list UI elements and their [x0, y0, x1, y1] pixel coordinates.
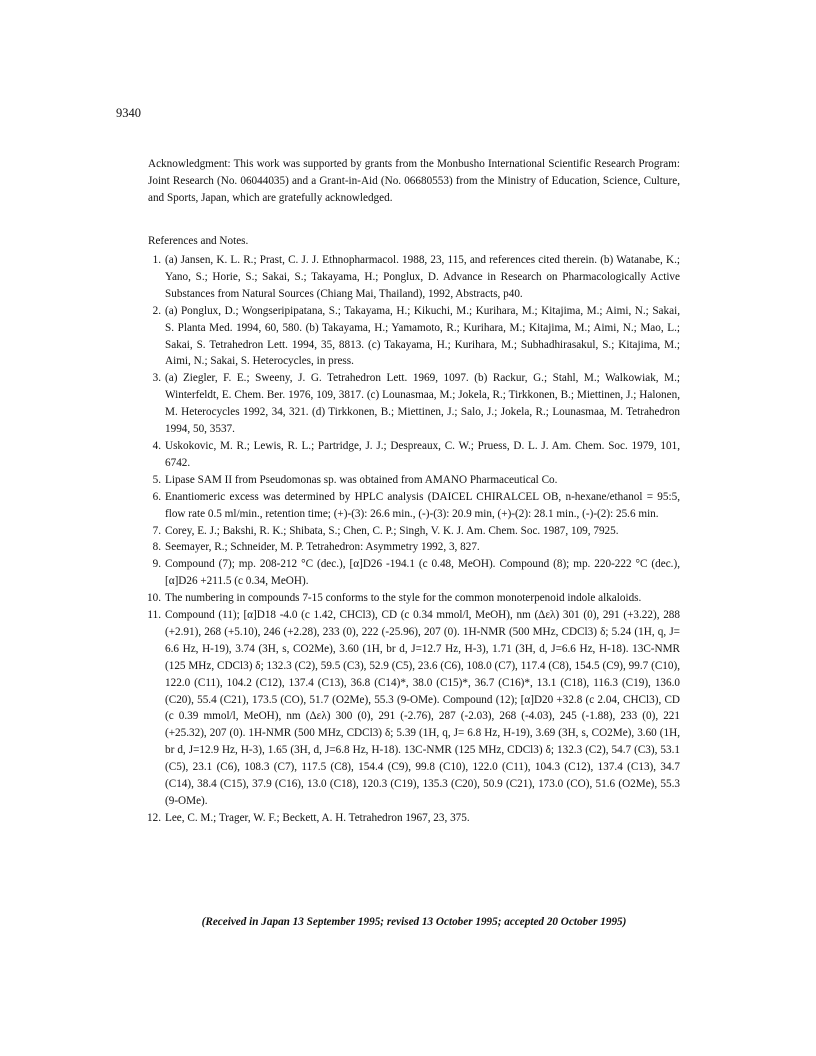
reference-text: The numbering in compounds 7-15 conforms to the style for the common monoterpenoid indole alkaloids. [165, 592, 642, 605]
reference-item [148, 252, 680, 303]
reference-text: Lipase SAM II from Pseudomonas sp. was obtained from AMANO Pharmaceutical Co. [165, 473, 558, 486]
reference-number: 3. [152, 372, 161, 385]
reference-item [148, 810, 680, 827]
reference-text: Compound (7); mp. 208-212 °C (dec.), [α]D26 -194.1 (c 0.48, MeOH). Compound (8); mp. 220-222 °C (dec.), [α]D26 +211.5 (c 0.34, MeOH). [165, 558, 680, 588]
reference-number: 10. [147, 592, 161, 605]
reference-number: 9. [152, 558, 161, 571]
reference-item [148, 607, 680, 810]
references-heading: References and Notes. [148, 235, 249, 247]
reference-text: Lee, C. M.; Trager, W. F.; Beckett, A. H. Tetrahedron 1967, 23, 375. [165, 811, 470, 824]
reference-text: Uskokovic, M. R.; Lewis, R. L.; Partridge, J. J.; Despreaux, C. W.; Pruess, D. L. J. Am. Chem. Soc. 1979, 101, 6742. [165, 439, 680, 469]
reference-item [148, 489, 680, 523]
reference-number: 12. [147, 811, 161, 824]
reference-text: (a) Ponglux, D.; Wongseripipatana, S.; Takayama, H.; Kikuchi, M.; Kurihara, M.; Kitajima, M.; Aimi, N.; Sakai, S. Planta Med. 1994, 60, 580. (b) Takayama, H.; Yamamoto, R.; Kurihara, M.; Kitajima, M.; Aimi, N.; Mao, L.; Sakai, S. Tetrahedron Lett. 1994, 35, 8813. (c) Takayama, H.; Kurihara, M.; Subhadhirasakul, S.; Kitajima, M.; Aimi, N.; Sakai, S. Heterocycles, in press. [165, 304, 680, 368]
reference-item [148, 539, 680, 556]
reference-number: 1. [152, 254, 161, 266]
reference-item [148, 590, 680, 607]
reference-item [148, 370, 680, 438]
reference-text: Enantiomeric excess was determined by HPLC analysis (DAICEL CHIRALCEL OB, n-hexane/ethanol = 95:5, flow rate 0.5 ml/min., retention time; (+)-(3): 26.6 min., (-)-(3): 20.9 min, (+)-(2): 28.1 min., (-)-(2): 25.6 min. [165, 490, 680, 520]
acknowledgment: Acknowledgment: This work was supported by grants from the Monbusho International Scientific Research Program: Joint Research (No. 06044035) and a Grant-in-Aid (No. 06680553) from the Ministry of Education, Science, Culture, and Sports, Japan, which are gratefully acknowledged. [148, 158, 680, 204]
reference-text: Compound (11); [α]D18 -4.0 (c 1.42, CHCl3), CD (c 0.34 mmol/l, MeOH), nm (Δελ) 301 (0), 291 (+3.22), 288 (+2.91), 268 (+5.10), 246 (+2.28), 233 (0), 222 (-25.96), 207 (0). 1H-NMR (500 MHz, CDCl3) δ; 5.24 (1H, q, J= 6.6 Hz, H-19), 3.74 (3H, s, CO2Me), 3.60 (1H, br d, J=12.7 Hz, H-3), 1.71 (3H, d, J=6.6 Hz, H-18). 13C-NMR (125 MHz, CDCl3) δ; 132.3 (C2), 59.5 (C3), 52.9 (C5), 23.6 (C6), 108.0 (C7), 117.4 (C8), 154.5 (C9), 99.7 (C10), 122.0 (C11), 104.2 (C12), 137.4 (C13), 36.8 (C14)*, 38.0 (C15)*, 36.7 (C16)*, 13.1 (C18), 116.3 (C19), 136.0 (C20), 55.4 (C21), 173.5 (CO), 51.7 (O2Me), 55.3 (9-OMe). Compound (12); [α]D20 +32.8 (c 2.04, CHCl3), CD (c 0.39 mmol/l, MeOH), nm (Δελ) 300 (0), 291 (-2.76), 287 (-2.03), 268 (-4.03), 245 (-1.88), 233 (0), 221 (+25.32), 207 (0). 1H-NMR (500 MHz, CDCl3) δ; 5.39 (1H, q, J= 6.8 Hz, H-19), 3.69 (3H, s, CO2Me), 3.60 (1H, br d, J=12.9 Hz, H-3), 1.65 (3H, d, J=6.8 Hz, H-18). 13C-NMR (125 MHz, CDCl3) δ; 132.3 (C2), 54.7 (C3), 53.1 (C5), 23.1 (C6), 108.3 (C7), 117.5 (C8), 154.4 (C9), 99.8 (C10), 122.0 (C11), 104.3 (C12), 137.4 (C13), 34.7 (C14), 38.4 (C15), 37.9 (C16), 13.0 (C18), 120.3 (C19), 135.3 (C20), 50.9 (C21), 173.0 (CO), 51.6 (O2Me), 55.3 (9-OMe). [165, 609, 680, 807]
references-list [148, 252, 680, 827]
reference-number: 2. [152, 304, 161, 317]
reference-number: 5. [152, 473, 161, 486]
received-note: (Received in Japan 13 September 1995; revised 13 October 1995; accepted 20 October 1995) [201, 916, 627, 928]
reference-item [148, 438, 680, 472]
reference-text: Seemayer, R.; Schneider, M. P. Tetrahedron: Asymmetry 1992, 3, 827. [165, 541, 480, 554]
reference-number: 11. [147, 609, 161, 622]
reference-text: (a) Ziegler, F. E.; Sweeny, J. G. Tetrahedron Lett. 1969, 1097. (b) Rackur, G.; Stahl, M.; Walkowiak, M.; Winterfeldt, E. Chem. Ber. 1976, 109, 3817. (c) Lounasmaa, M.; Jokela, R.; Tirkkonen, B.; Miettinen, J.; Halonen, M. Heterocycles 1992, 34, 321. (d) Tirkkonen, B.; Miettinen, J.; Salo, J.; Jokela, R.; Lounasmaa, M. Tetrahedron 1994, 50, 3537. [165, 372, 680, 436]
reference-number: 4. [152, 439, 161, 452]
reference-item [148, 523, 680, 540]
reference-text: Corey, E. J.; Bakshi, R. K.; Shibata, S.; Chen, C. P.; Singh, V. K. J. Am. Chem. Soc. 1987, 109, 7925. [165, 524, 619, 537]
reference-number: 7. [152, 524, 161, 537]
reference-item [148, 556, 680, 590]
reference-item [148, 303, 680, 371]
reference-number: 8. [152, 541, 161, 554]
reference-number: 6. [152, 490, 161, 503]
page-number: 9340 [116, 106, 141, 120]
reference-text: (a) Jansen, K. L. R.; Prast, C. J. J. Ethnopharmacol. 1988, 23, 115, and references cited therein. (b) Watanabe, K.; Yano, S.; Horie, S.; Sakai, S.; Takayama, H.; Ponglux, D. Advance in Research on Pharmacologically Active Substances from Natural Sources (Chiang Mai, Thailand), 1992, Abstracts, p40. [165, 254, 680, 300]
reference-item [148, 472, 680, 489]
